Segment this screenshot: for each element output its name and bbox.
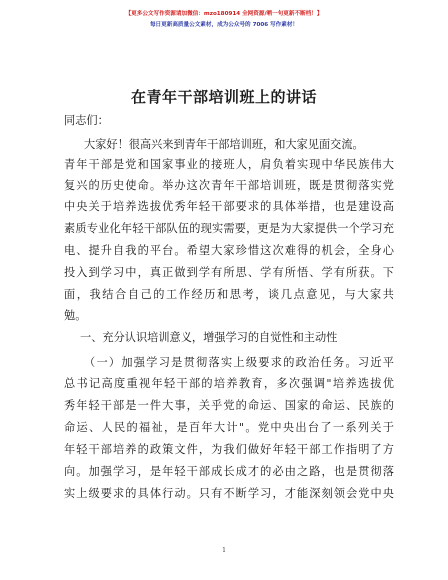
paragraph-line: 勉。: [64, 309, 87, 322]
paragraph-line: 青年干部是党和国家事业的接班人，肩负着实现中华民族伟大: [64, 158, 394, 171]
document-title: 在青年干部培训班上的讲话: [130, 88, 317, 106]
paragraph-line: 投入到学习中，真正做到学有所思、学有所悟、学有所获。下: [64, 266, 394, 279]
paragraph-line: 总书记高度重视年轻干部的培养教育，多次强调"培养选拔优: [64, 377, 394, 390]
paragraph-line: 面，我结合自己的工作经历和思考，谈几点意见，与大家共: [64, 288, 394, 301]
subsection-lead: （一）加强学习是贯彻落实上级要求的政治任务。习近平: [84, 356, 394, 369]
paragraph-line: 素质专业化年轻干部队伍的现实需要，更是为大家提供一个学习充: [64, 222, 394, 235]
paragraph-line: 秀年轻干部是一件大事，关乎党的命运、国家的命运、民族的: [64, 399, 394, 412]
promo-banner-line-1: 【更多公文写作资源请加微信：mzo180914 全网资源/晒一句更新不断档！】: [125, 11, 323, 17]
paragraph-line: 复兴的历史使命。举办这次青年干部培训班，既是贯彻落实党: [64, 179, 394, 192]
paragraph-line: 实上级要求的具体行动。只有不断学习，才能深刻领会党中央: [64, 487, 394, 500]
page-number: 1: [222, 547, 226, 554]
paragraph-line: 向。加强学习，是年轻干部成长成才的必由之路，也是贯彻落: [64, 465, 394, 478]
promo-banner-line-2: 每日更新高质量公文素材，成为公众号的 7006 写作素材！: [149, 22, 299, 28]
paragraph-line: 命运、人民的福祉，是百年大计"。党中央出台了一系列关于: [64, 421, 394, 434]
salutation: 同志们：: [64, 114, 109, 127]
paragraph-line: 年轻干部培养的政策文件，为我们做好年轻干部工作指明了方: [64, 443, 394, 456]
paragraph-line: 电、提升自我的平台。希望大家珍惜这次难得的机会，全身心: [64, 244, 394, 257]
paragraph-line: 大家好！很高兴来到青年干部培训班，和大家见面交流。: [84, 138, 364, 151]
section-heading: 一、充分认识培训意义，增强学习的自觉性和主动性: [80, 331, 338, 344]
paragraph-line: 中央关于培养选拔优秀年轻干部要求的具体举措，也是建设高: [64, 200, 394, 213]
